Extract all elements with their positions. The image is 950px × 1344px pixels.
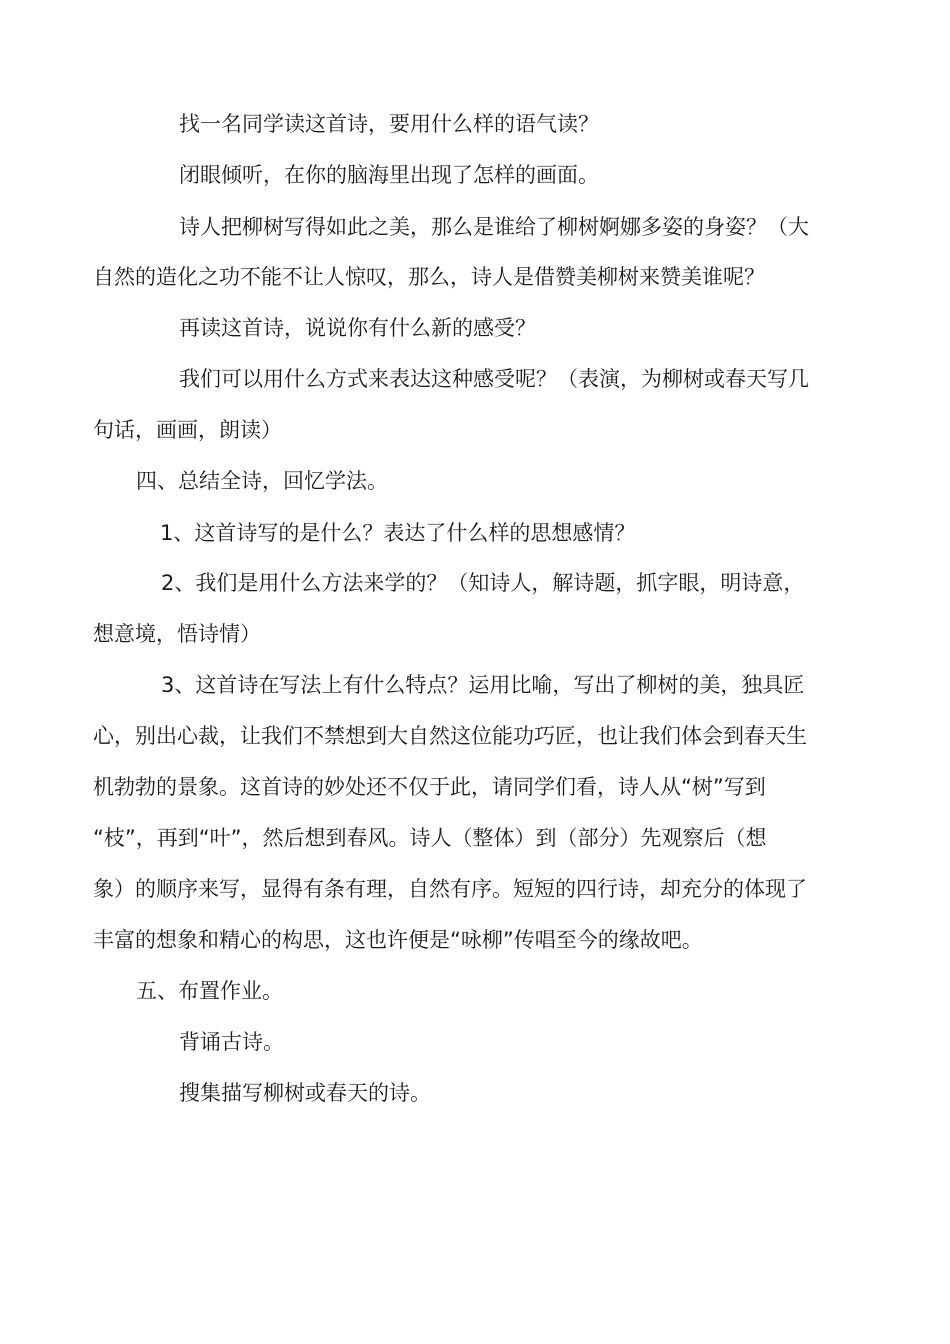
section-heading: 五、布置作业。 — [136, 979, 283, 1003]
list-item: 1、这首诗写的是什么？表达了什么样的思想感情？ — [160, 521, 636, 545]
paragraph-line: “枝”，再到“叶”，然后想到春风。诗人（整体）到（部分）先观察后（想 — [93, 826, 767, 850]
paragraph-line: 再读这首诗，说说你有什么新的感受？ — [179, 316, 536, 340]
paragraph-line: 背诵古诗。 — [179, 1030, 284, 1054]
list-item: 3、这首诗在写法上有什么特点？运用比喻，写出了柳树的美，独具匠 — [161, 673, 805, 697]
paragraph-text: 搜集描写柳树或春天的诗。 — [179, 1081, 431, 1105]
paragraph-line: 心，别出心裁，让我们不禁想到大自然这位能功巧匠，也让我们体会到春天生 — [93, 724, 807, 748]
section-heading: 四、总结全诗，回忆学法。 — [136, 469, 388, 493]
paragraph-line: 自然的造化之功不能不让人惊叹，那么，诗人是借赞美柳树来赞美谁呢？ — [93, 265, 765, 289]
paragraph-line: 我们可以用什么方式来表达这种感受呢？（表演，为柳树或春天写几 — [179, 367, 809, 391]
paragraph-line: 丰富的想象和精心的构思，这也许便是“咏柳”传唱至今的缘故吧。 — [93, 928, 703, 952]
paragraph-line: 想意境，悟诗情） — [93, 622, 261, 646]
paragraph-line: 诗人把柳树写得如此之美，那么是谁给了柳树婀娜多姿的身姿？（大 — [179, 215, 809, 239]
paragraph-line: 句话，画画，朗读） — [93, 418, 282, 442]
paragraph-line: 象）的顺序来写，显得有条有理，自然有序。短短的四行诗，却充分的体现了 — [93, 877, 807, 901]
paragraph-line: 找一名同学读这首诗，要用什么样的语气读？ — [179, 112, 599, 136]
paragraph-line: 闭眼倾听，在你的脑海里出现了怎样的画面。 — [179, 163, 599, 187]
paragraph-line: 机勃勃的景象。这首诗的妙处还不仅于此，请同学们看，诗人从“树”写到 — [93, 775, 766, 799]
list-item: 2、我们是用什么方法来学的？（知诗人，解诗题，抓字眼，明诗意， — [161, 571, 805, 595]
paragraph-line — [179, 1078, 431, 1108]
